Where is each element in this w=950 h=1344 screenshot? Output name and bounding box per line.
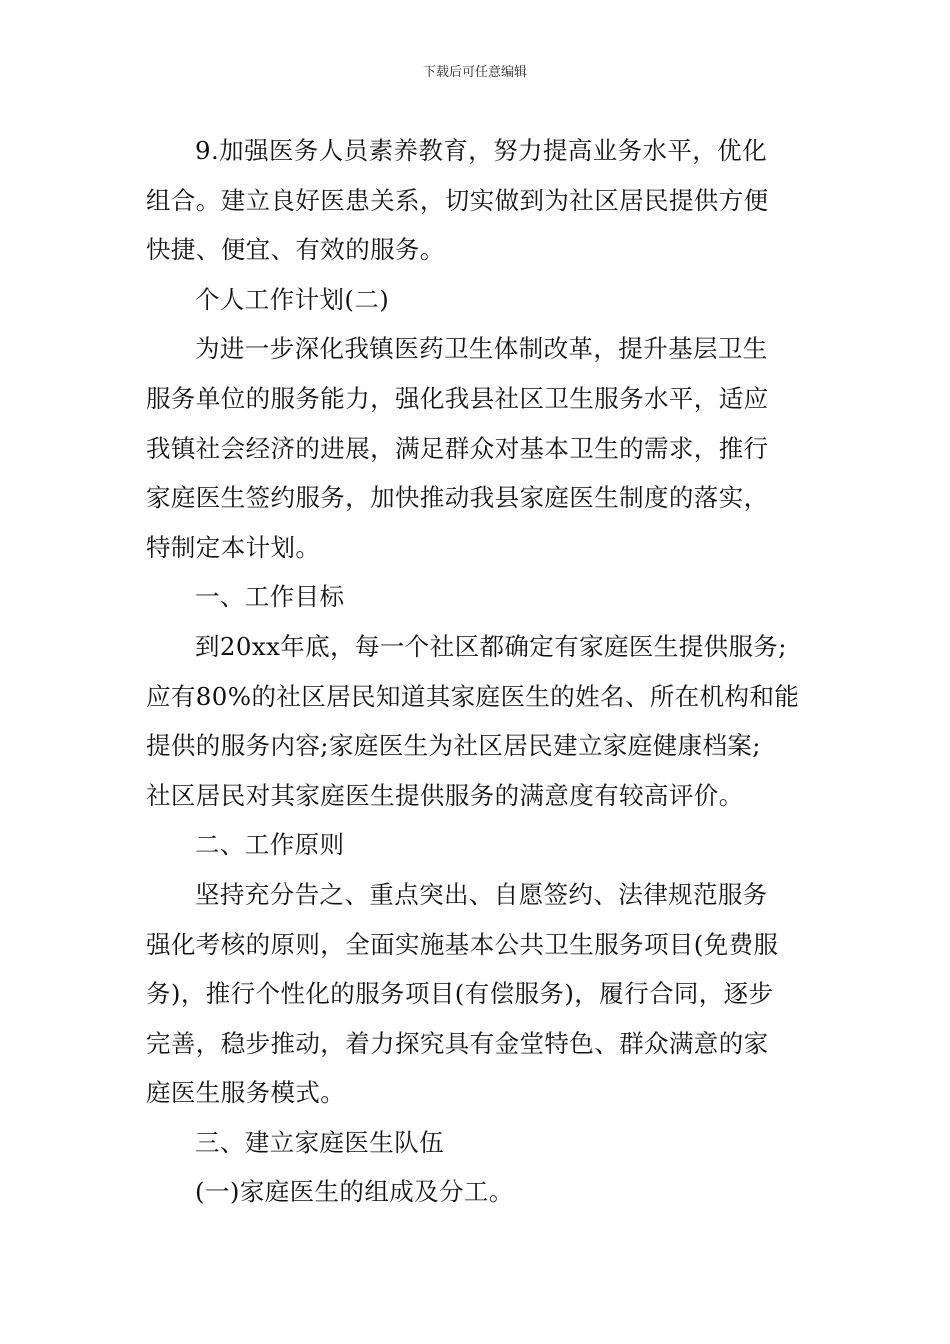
document-body — [146, 126, 810, 1217]
subheading-team-composition: (一)家庭医生的组成及分工。 — [195, 1177, 514, 1207]
paragraph-intro: 为进一步深化我镇医药卫生体制改革，提升基层卫生 服务单位的服务能力，强化我县社区卫生服务水平，适应 我镇社会经济的进展，满足群众对基本卫生的需求，推行 家庭医生签约服务，加快推动我县家庭医生制度的落实， 特制定本计划。 — [146, 334, 769, 562]
paragraph-work-principles: 坚持充分告之、重点突出、自愿签约、法律规范服务 强化考核的原则，全面实施基本公共卫生服务项目(免费服 务)，推行个性化的服务项目(有偿服务)，履行合同，逐步 完善，稳步推动，着力探究具有金堂特色、群众满意的家 庭医生服务模式。 — [146, 879, 779, 1108]
page-header-note: 下载后可任意编辑 — [422, 65, 527, 80]
paragraph-work-goals: 到20xx年底，每一个社区都确定有家庭医生提供服务; 应有80%的社区居民知道其家庭医生的姓名、所在机构和能 提供的服务内容;家庭医生为社区居民建立家庭健康档案; 社区居民对其家庭医生提供服务的满意度有较高评价。 — [146, 631, 800, 810]
heading-work-principles: 二、工作原则 — [195, 830, 345, 860]
section-title-plan-two: 个人工作计划(二) — [195, 284, 390, 314]
heading-work-goals: 一、工作目标 — [195, 582, 345, 612]
heading-build-team: 三、建立家庭医生队伍 — [195, 1127, 444, 1157]
paragraph-item-9: 9.加强医务人员素养教育，努力提高业务水平，优化 组合。建立良好医患关系，切实做到为社区居民提供方便 快捷、便宜、有效的服务。 — [146, 136, 769, 265]
